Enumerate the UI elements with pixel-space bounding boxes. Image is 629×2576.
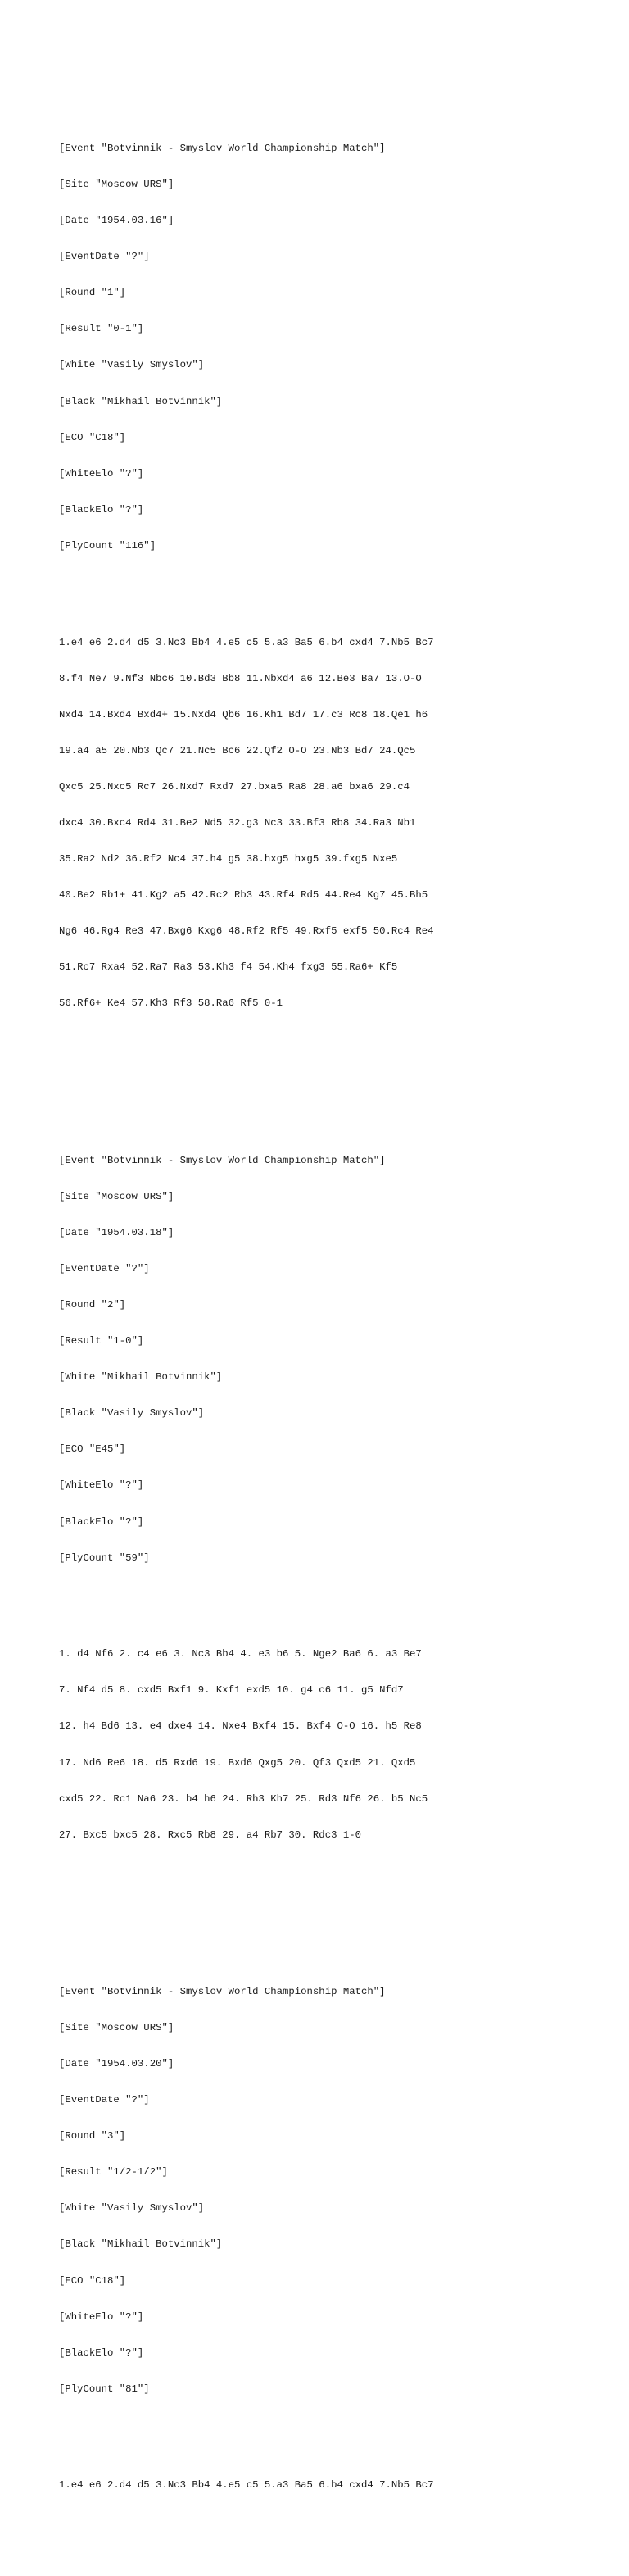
move-line: 12. h4 Bd6 13. e4 dxe4 14. Nxe4 Bxf4 15. Bxf4 O-O 16. h5 Re8 <box>59 1720 422 1733</box>
game-headers <box>59 1961 616 2419</box>
header-round: [Round "2"] <box>59 1298 126 1311</box>
move-line: Nxd4 14.Bxd4 Bxd4+ 15.Nxd4 Qb6 16.Kh1 Bd7 17.c3 Rc8 18.Qe1 h6 <box>59 708 428 720</box>
header-whiteelo: [WhiteElo "?"] <box>59 467 144 479</box>
move-line: 8.f4 Ne7 9.Nf3 Nbc6 10.Bd3 Bb8 11.Nbxd4 a6 12.Be3 Ba7 13.O-O <box>59 672 422 684</box>
game-moves <box>59 612 616 1034</box>
move-line: Qxc5 25.Nxc5 Rc7 26.Nxd7 Rxd7 27.bxa5 Ra8 28.a6 bxa6 29.c4 <box>59 780 410 793</box>
header-blackelo: [BlackElo "?"] <box>59 1515 144 1528</box>
move-line: 35.Ra2 Nd2 36.Rf2 Nc4 37.h4 g5 38.hxg5 hxg5 39.fxg5 Nxe5 <box>59 853 398 865</box>
header-result: [Result "0-1"] <box>59 323 144 335</box>
move-line: 56.Rf6+ Ke4 57.Kh3 Rf3 58.Ra6 Rf5 0-1 <box>59 997 283 1010</box>
game-headers <box>59 1130 616 1588</box>
header-blackelo: [BlackElo "?"] <box>59 2347 144 2359</box>
header-black: [Black "Mikhail Botvinnik"] <box>59 395 223 407</box>
header-eventdate: [EventDate "?"] <box>59 1262 150 1274</box>
header-blackelo: [BlackElo "?"] <box>59 503 144 516</box>
header-result: [Result "1-0"] <box>59 1335 144 1347</box>
move-line: 7. Nf4 d5 8. cxd5 Bxf1 9. Kxf1 exd5 10. g4 c6 11. g5 Nfd7 <box>59 1684 404 1697</box>
move-line: 19.a4 a5 20.Nb3 Qc7 21.Nc5 Bc6 22.Qf2 O-O 23.Nb3 Bd7 24.Qc5 <box>59 744 416 756</box>
move-line: Ng6 46.Rg4 Re3 47.Bxg6 Kxg6 48.Rf2 Rf5 49.Rxf5 exf5 50.Rc4 Re4 <box>59 925 434 938</box>
game-moves <box>59 2456 616 2516</box>
header-eco: [ECO "C18"] <box>59 431 126 443</box>
move-line: dxc4 30.Bxc4 Rd4 31.Be2 Nd5 32.g3 Nc3 33.Bf3 Rb8 34.Ra3 Nb1 <box>59 817 416 829</box>
header-plycount: [PlyCount "116"] <box>59 539 156 552</box>
move-line: 17. Nd6 Re6 18. d5 Rxd6 19. Bxd6 Qxg5 20. Qf3 Qxd5 21. Qxd5 <box>59 1756 416 1769</box>
move-line: cxd5 22. Rc1 Na6 23. b4 h6 24. Rh3 Kh7 25. Rd3 Nf6 26. b5 Nc5 <box>59 1792 428 1805</box>
header-white: [White "Mikhail Botvinnik"] <box>59 1371 223 1383</box>
header-white: [White "Vasily Smyslov"] <box>59 2202 205 2215</box>
header-eventdate: [EventDate "?"] <box>59 251 150 263</box>
move-line: 51.Rc7 Rxa4 52.Ra7 Ra3 53.Kh3 f4 54.Kh4 fxg3 55.Ra6+ Kf5 <box>59 961 398 974</box>
move-line: 1. d4 Nf6 2. c4 e6 3. Nc3 Bb4 4. e3 b6 5. Nge2 Ba6 6. a3 Be7 <box>59 1648 422 1661</box>
game-headers <box>59 119 616 577</box>
header-date: [Date "1954.03.20"] <box>59 2057 174 2069</box>
header-round: [Round "1"] <box>59 287 126 299</box>
header-black: [Black "Mikhail Botvinnik"] <box>59 2238 223 2251</box>
move-line: 1.e4 e6 2.d4 d5 3.Nc3 Bb4 4.e5 c5 5.a3 Ba5 6.b4 cxd4 7.Nb5 Bc7 <box>59 2479 434 2492</box>
header-site: [Site "Moscow URS"] <box>59 179 174 191</box>
header-date: [Date "1954.03.18"] <box>59 1226 174 1238</box>
header-black: [Black "Vasily Smyslov"] <box>59 1407 205 1420</box>
header-event: [Event "Botvinnik - Smyslov World Championship Match"] <box>59 1985 386 1997</box>
header-event: [Event "Botvinnik - Smyslov World Championship Match"] <box>59 142 386 154</box>
game-3 <box>59 1938 616 2540</box>
header-plycount: [PlyCount "59"] <box>59 1552 150 1564</box>
move-line: 40.Be2 Rb1+ 41.Kg2 a5 42.Rc2 Rb3 43.Rf4 Rd5 44.Re4 Kg7 45.Bh5 <box>59 889 428 902</box>
header-date: [Date "1954.03.16"] <box>59 215 174 227</box>
pgn-document <box>59 58 616 2576</box>
game-moves <box>59 1624 616 1865</box>
game-2 <box>59 1106 616 1889</box>
header-event: [Event "Botvinnik - Smyslov World Championship Match"] <box>59 1154 386 1166</box>
header-site: [Site "Moscow URS"] <box>59 1190 174 1202</box>
move-line: 1.e4 e6 2.d4 d5 3.Nc3 Bb4 4.e5 c5 5.a3 Ba5 6.b4 cxd4 7.Nb5 Bc7 <box>59 636 434 648</box>
game-1 <box>59 94 616 1058</box>
header-round: [Round "3"] <box>59 2130 126 2142</box>
move-line: 27. Bxc5 bxc5 28. Rxc5 Rb8 29. a4 Rb7 30. Rdc3 1-0 <box>59 1829 361 1841</box>
header-whiteelo: [WhiteElo "?"] <box>59 2310 144 2323</box>
header-site: [Site "Moscow URS"] <box>59 2021 174 2033</box>
header-eventdate: [EventDate "?"] <box>59 2094 150 2106</box>
header-eco: [ECO "E45"] <box>59 1443 126 1456</box>
header-result: [Result "1/2-1/2"] <box>59 2166 168 2178</box>
header-white: [White "Vasily Smyslov"] <box>59 359 205 371</box>
header-plycount: [PlyCount "81"] <box>59 2383 150 2395</box>
header-eco: [ECO "C18"] <box>59 2274 126 2287</box>
header-whiteelo: [WhiteElo "?"] <box>59 1479 144 1492</box>
